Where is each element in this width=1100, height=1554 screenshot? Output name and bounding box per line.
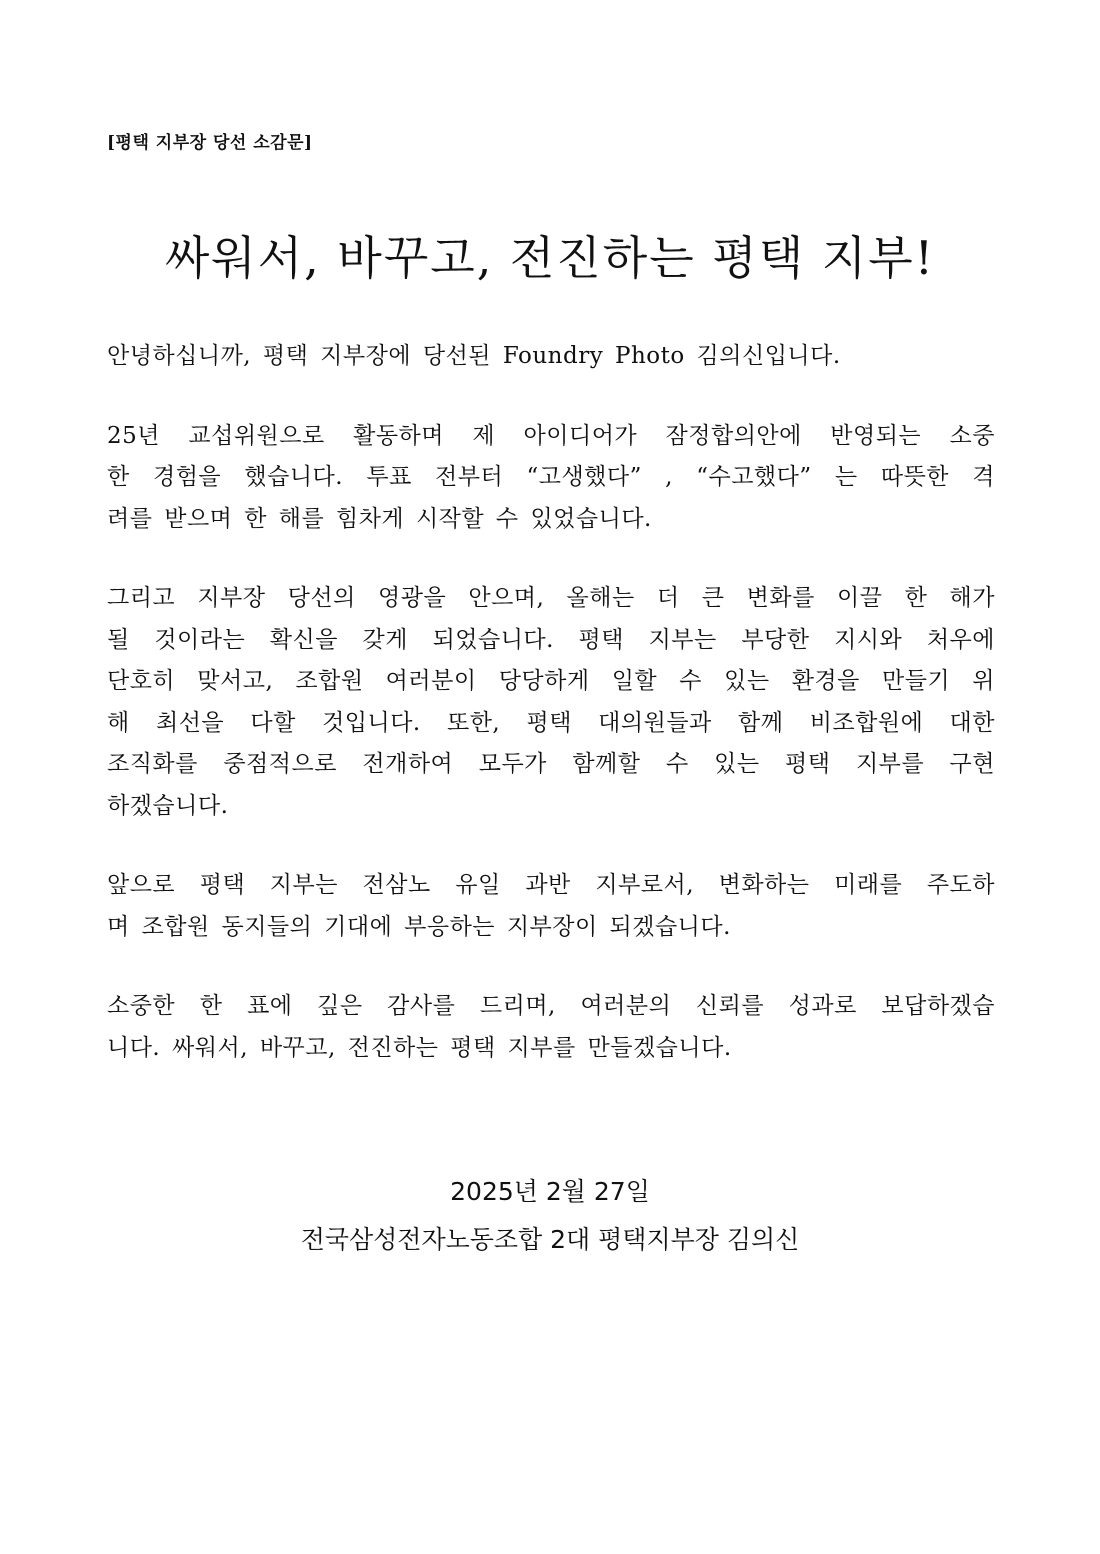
paragraph-line: 그리고 지부장 당선의 영광을 안으며, 올해는 더 큰 변화를 이끌 한 해가 — [107, 585, 995, 611]
paragraph-line: 해 최선을 다할 것입니다. 또한, 평택 대의원들과 함께 비조합원에 대한 — [107, 709, 995, 736]
document-body — [107, 336, 995, 1107]
paragraph-future — [107, 865, 995, 948]
paragraph-line: 며 조합원 동지들의 기대에 부응하는 지부장이 되겠습니다. — [107, 913, 731, 940]
paragraph-line: 하겠습니다. — [107, 792, 229, 819]
paragraph-thanks — [107, 986, 995, 1069]
signature-author: 전국삼성전자노동조합 2대 평택지부장 김의신 — [300, 1225, 800, 1254]
page-title: 싸워서, 바꾸고, 전진하는 평택 지부! — [164, 231, 936, 285]
paragraph-commitment — [107, 578, 995, 827]
signature-date: 2025년 2월 27일 — [450, 1177, 650, 1206]
paragraph-line: 니다. 싸워서, 바꾸고, 전진하는 평택 지부를 만들겠습니다. — [107, 1034, 732, 1061]
paragraph-line: 조직화를 중점적으로 전개하여 모두가 함께할 수 있는 평택 지부를 구현 — [107, 751, 995, 777]
paragraph-line: 될 것이라는 확신을 갖게 되었습니다. 평택 지부는 부당한 지시와 처우에 — [107, 626, 995, 653]
paragraph-line: 단호히 맞서고, 조합원 여러분이 당당하게 일할 수 있는 환경을 만들기 위 — [107, 668, 995, 694]
signature-block — [0, 1168, 1100, 1264]
section-tag: [평택 지부장 당선 소감문] — [107, 133, 313, 153]
paragraph-line: 한 경험을 했습니다. 투표 전부터 “고생했다” , “수고했다” 는 따뜻한 격 — [107, 464, 995, 490]
paragraph-greeting — [107, 336, 995, 378]
paragraph-experience — [107, 416, 995, 541]
paragraph-line: 려를 받으며 한 해를 힘차게 시작할 수 있었습니다. — [107, 505, 652, 532]
paragraph-line: 소중한 한 표에 깊은 감사를 드리며, 여러분의 신뢰를 성과로 보답하겠습 — [107, 993, 995, 1019]
paragraph-line: 25년 교섭위원으로 활동하며 제 아이디어가 잠정합의안에 반영되는 소중 — [107, 422, 995, 449]
paragraph-line: 안녕하십니까, 평택 지부장에 당선된 Foundry Photo 김의신입니다. — [107, 343, 841, 369]
paragraph-line: 앞으로 평택 지부는 전삼노 유일 과반 지부로서, 변화하는 미래를 주도하 — [107, 872, 995, 898]
